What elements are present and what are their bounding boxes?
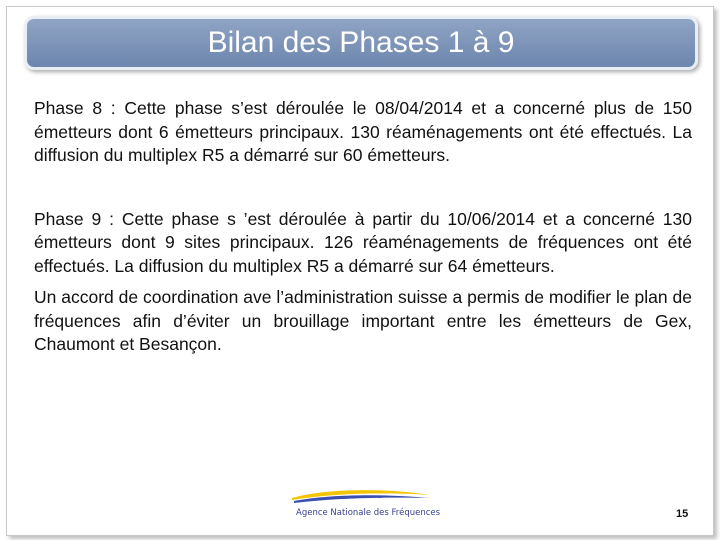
phase-9-text: : Cette phase s ’est déroulée à partir du 10/06/2014 et a concerné 130 émetteurs dont 9 sites principaux. 126 réaménagements de fréquences ont été effectués. La diffusion du multiplex R5 a démarré sur 64 émetteurs. (34, 208, 692, 276)
slide-title-bar (24, 16, 698, 70)
agreement-paragraph: Un accord de coordination ave l’administration suisse a permis de modifier le plan de fréquences afin d’éviter un brouillage important entre les émetteurs de Gex, Chaumont et Besançon. (34, 287, 692, 354)
logo-text: Agence Nationale des Fréquences (296, 508, 441, 518)
page-number: 15 (676, 508, 689, 520)
logo-swoosh-icon (286, 486, 436, 508)
anfr-logo (286, 486, 441, 526)
slide-content (34, 97, 692, 357)
phase-9-label: Phase 9 (34, 208, 102, 229)
phase-8-label: Phase 8 (34, 98, 103, 118)
phase-9-paragraph (34, 208, 692, 279)
slide-title: Bilan des Phases 1 à 9 (207, 26, 515, 59)
phase-8-text: : Cette phase s’est déroulée le 08/04/2014 et a concerné plus de 150 émetteurs dont 6 émetteurs principaux. 130 réaménagements ont été effectués. La diffusion du multiplex R5 a démarré sur 60 émetteurs. (34, 98, 692, 165)
phase-8-paragraph (34, 97, 692, 168)
